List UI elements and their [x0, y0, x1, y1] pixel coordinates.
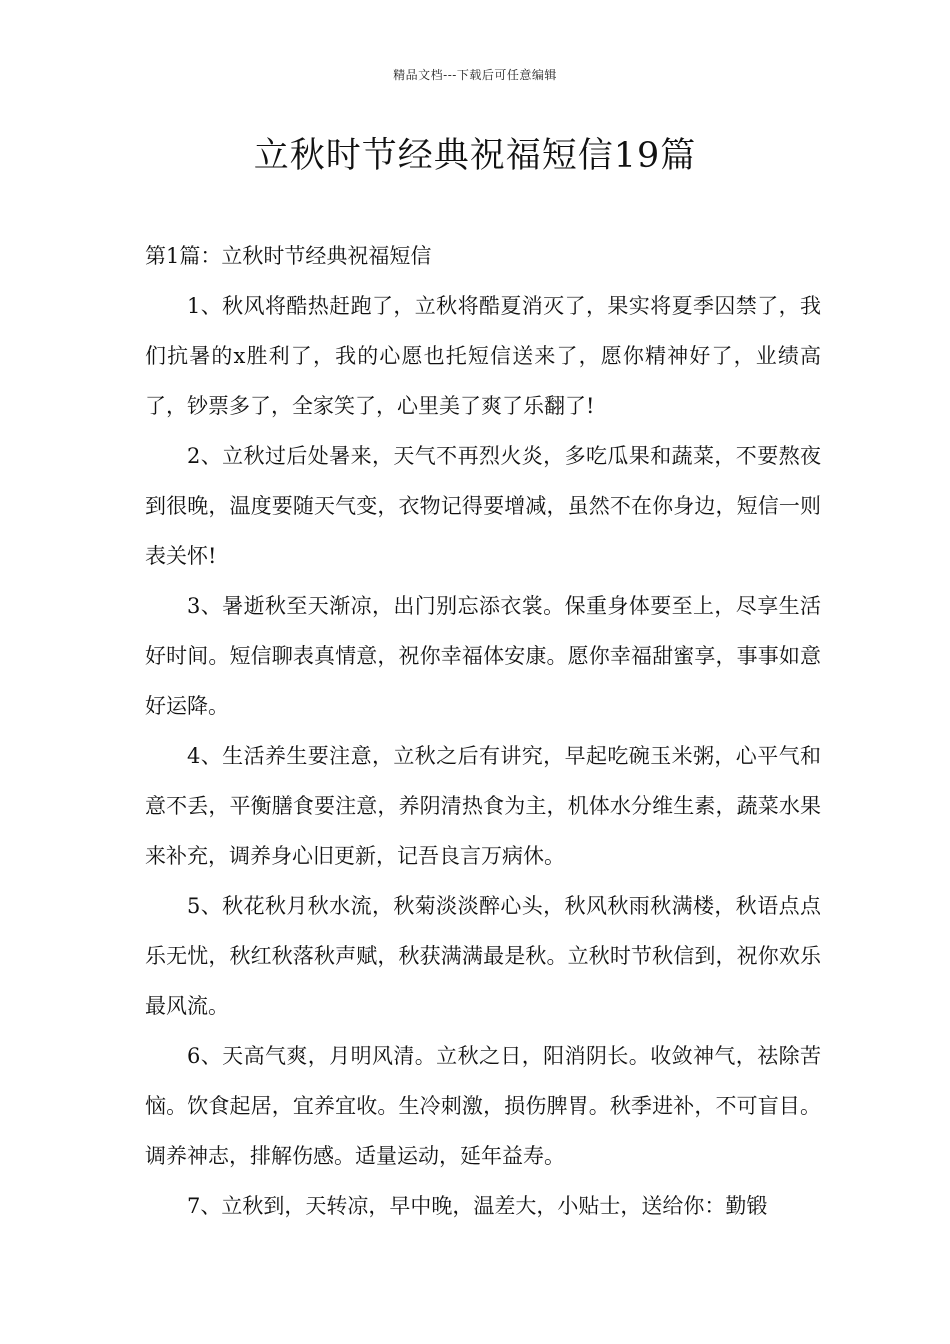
- header-note: 精品文档---下载后可任意编辑: [393, 68, 557, 82]
- section-heading: 第1篇：立秋时节经典祝福短信: [145, 244, 432, 268]
- paragraph-1: 1、秋风将酷热赶跑了，立秋将酷夏消灭了，果实将夏季囚禁了，我们抗暑的x胜利了，我的心愿也托短信送来了，愿你精神好了，业绩高了，钞票多了，全家笑了，心里美了爽了乐翻了!: [145, 294, 821, 418]
- paragraph-7: 7、立秋到，天转凉，早中晚，温差大，小贴士，送给你：勤锻: [187, 1194, 768, 1218]
- paragraph-4: 4、生活养生要注意，立秋之后有讲究，早起吃碗玉米粥，心平气和意不丢，平衡膳食要注意，养阴清热食为主，机体水分维生素，蔬菜水果来补充，调养身心旧更新，记吾良言万病休。: [145, 744, 821, 868]
- paragraph-3: 3、暑逝秋至天渐凉，出门别忘添衣裳。保重身体要至上，尽享生活好时间。短信聊表真情意，祝你幸福体安康。愿你幸福甜蜜享，事事如意好运降。: [145, 594, 821, 718]
- paragraph-6: 6、天高气爽，月明风清。立秋之日，阳消阴长。收敛神气，祛除苦恼。饮食起居，宜养宜收。生冷刺激，损伤脾胃。秋季进补，不可盲目。调养神志，排解伤感。适量运动，延年益寿。: [145, 1044, 821, 1168]
- document-body: [145, 231, 821, 1231]
- paragraph-5: 5、秋花秋月秋水流，秋菊淡淡醉心头，秋风秋雨秋满楼，秋语点点乐无忧，秋红秋落秋声赋，秋获满满最是秋。立秋时节秋信到，祝你欢乐最风流。: [145, 894, 821, 1018]
- document-title: 立秋时节经典祝福短信19篇: [253, 136, 697, 176]
- paragraph-2: 2、立秋过后处暑来，天气不再烈火炎，多吃瓜果和蔬菜，不要熬夜到很晚，温度要随天气变，衣物记得要增减，虽然不在你身边，短信一则表关怀!: [145, 444, 821, 568]
